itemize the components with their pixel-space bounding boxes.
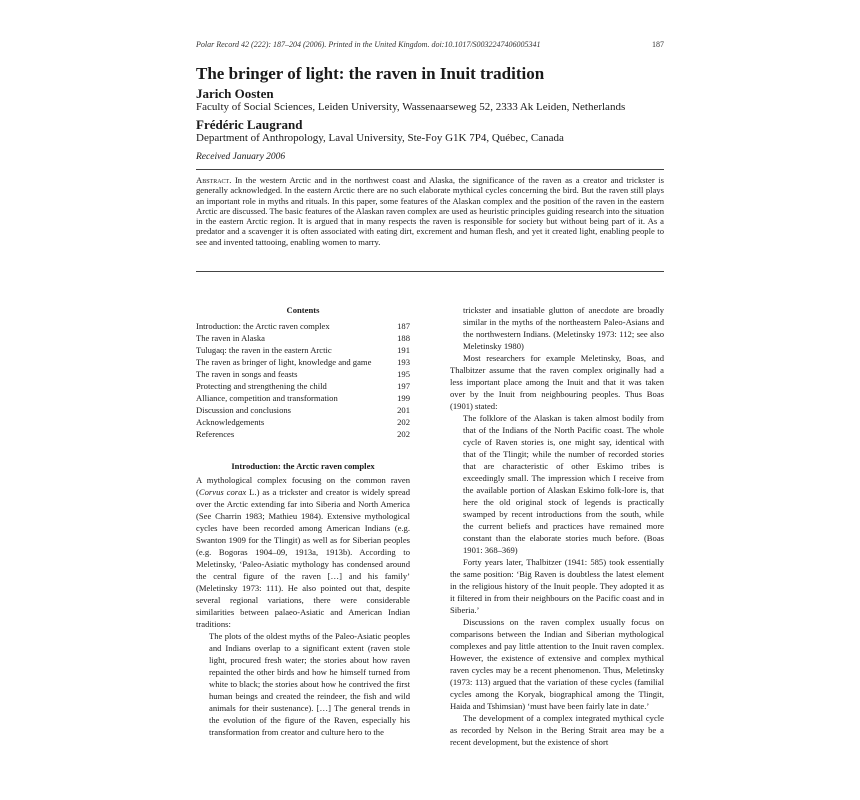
article-title: The bringer of light: the raven in Inuit tradition <box>196 64 545 83</box>
toc-item[interactable] <box>196 404 410 416</box>
abstract-text: In the western Arctic and in the northwest coast and Alaska, the significance of the raven as a creator and trickster is generally acknowledged. In the eastern Arctic there are no such elaborate mythical cycles concerning the bird. But the raven still plays an important role in myths and rituals. In this paper, some features of the Alaskan complex and the position of the raven in the eastern Arctic are discussed. The basic features of the Alaskan raven complex are used as heuristic principles guiding research into the situation in the eastern Arctic region. It is argued that in many respects the raven is responsible for society but without being part of it. As a predator and a scavenger it is often associated with eating dirt, excrement and human flesh, and yet it created light, enabling people to see and invented tattooing, enabling women to marry. <box>196 175 664 247</box>
toc-item[interactable] <box>196 368 410 380</box>
toc-item[interactable] <box>196 332 410 344</box>
toc-item-label: The raven as bringer of light, knowledge and game <box>196 357 372 367</box>
author-1-name: Jarich Oosten <box>196 86 274 101</box>
abstract-label: Abstract. <box>196 175 232 185</box>
section-heading: Introduction: the Arctic raven complex <box>231 461 375 471</box>
toc-item-page: 187 <box>397 321 410 331</box>
toc-item-page: 193 <box>397 357 410 367</box>
paragraph: Forty years later, Thalbitzer (1941: 585) took essentially the same position: ‘Big Raven is doubtless the latest element in the religious history of the Inuit people. They adopted it as it filtered in from their neighbours on the Pacific coast and in Siberia.’ <box>450 557 664 615</box>
abstract <box>196 175 664 247</box>
right-column <box>450 304 664 748</box>
intro-paragraph <box>196 474 410 630</box>
block-quote-boas: The folklore of the Alaskan is taken almost bodily from that of the Indians of the North Pacific coast. The whole cycle of Raven stories is, one might say, identical with that of the Tlingit; while the number of recorded stories that are characteristic of other Eskimo tribes is exceedingly small. The impression which I receive from the available portion of Alaskan Eskimo folk-lore is, that here the old original stock of legends is practically swamped by recent introductions from the south, while the current beliefs and practices have remained more constant than the elaborate stories much before. (Boas 1901: 368–369) <box>463 413 664 555</box>
toc-item-page: 199 <box>397 393 410 403</box>
block-quote-meletinsky: The plots of the oldest myths of the Paleo-Asiatic peoples and Indians overlap to a significant extent (raven stole light, procured fresh water; the stories about how raven repainted the other birds and how he himself turned from white to black; the stories about how he contrived the first human beings and created the reindeer, the fish and wild animals for their sustenance). […] The general trends in the evolution of the figure of the Raven, especially his transformation from creator and culture hero to the <box>209 631 410 737</box>
toc-item-label: Discussion and conclusions <box>196 405 292 415</box>
toc-item-page: 202 <box>397 417 410 427</box>
toc-item-page: 197 <box>397 381 410 391</box>
block-quote-meletinsky-cont: trickster and insatiable glutton of anecdote are broadly similar in the myths of the northeastern Paleo-Asians and the northwestern Indians. (Meletinsky 1973: 112; see also Meletinsky 1980) <box>463 305 664 351</box>
toc-item-page: 202 <box>397 429 410 439</box>
species-name: Corvus corax <box>198 487 247 497</box>
toc-item-label: The raven in songs and feasts <box>196 369 298 379</box>
intro-text-b: L.) as a trickster and creator is widely spread over the Arctic extending far into Siberia and North America (See Charrin 1983; Mathieu 1984). Extensive mythological cycles have been recorded among American Indians (e.g. Swanton 1909 for the Tlingit) as well as for Siberian peoples (e.g. Bogoras 1904–09, 1913a, 1913b). According to Meletinsky, ‘Paleo-Asiatic mythology has condensed around the central figure of the raven […] and his family’ (Meletinsky 1973: 111). He also pointed out that, despite several regional variations, there were considerable similarities between palaeo-Asiatic and American Indian traditions: <box>196 487 410 629</box>
paragraph: Most researchers for example Meletinsky, Boas, and Thalbitzer assume that the raven complex originally had a less important place among the Inuit and that it was taken over by the Inuit from neighbouring peoples. Thus Boas (1901) stated: <box>450 353 664 411</box>
paragraph: Discussions on the raven complex usually focus on comparisons between the Indian and Siberian mythological complexes and pay little attention to the Inuit raven complex. However, the existence of extensive and complex mythical raven cycles may be a recent phenomenon. Thus, Meletinsky (1973: 113) argued that the variation of these cycles (familial cycles among the Koryak, biographical among the Tlingit, Haida and Tshimsian) ‘must have been fairly late in date.’ <box>450 617 664 711</box>
toc-item-label: Tulugaq: the raven in the eastern Arctic <box>196 345 332 355</box>
author-2-name: Frédéric Laugrand <box>196 117 303 132</box>
intro-text-a: A mythological complex focusing on the common raven ( <box>196 475 410 497</box>
contents-list <box>196 320 410 440</box>
toc-item[interactable] <box>196 380 410 392</box>
author-1-affiliation: Faculty of Social Sciences, Leiden University, Wassenaarseweg 52, 2333 Ak Leiden, Netherlands <box>196 101 626 113</box>
toc-item-label: The raven in Alaska <box>196 333 265 343</box>
toc-item[interactable] <box>196 356 410 368</box>
left-column <box>196 304 410 738</box>
citation-line: Polar Record 42 (222): 187–204 (2006). Printed in the United Kingdom. doi:10.1017/S0032247406005341 <box>196 40 541 49</box>
toc-item[interactable] <box>196 416 410 428</box>
received-date: Received January 2006 <box>196 152 286 162</box>
toc-item-page: 191 <box>397 345 410 355</box>
rule-bottom <box>196 271 664 272</box>
toc-item[interactable] <box>196 428 410 440</box>
toc-item[interactable] <box>196 320 410 332</box>
toc-item-label: References <box>196 429 235 439</box>
toc-item-page: 195 <box>397 369 410 379</box>
author-2-affiliation: Department of Anthropology, Laval University, Ste-Foy G1K 7P4, Québec, Canada <box>196 132 564 144</box>
toc-item-page: 201 <box>397 405 410 415</box>
toc-item[interactable] <box>196 344 410 356</box>
paragraph: The development of a complex integrated mythical cycle as recorded by Nelson in the Bering Strait area may be a recent development, but the existence of short <box>450 713 664 747</box>
toc-item-label: Protecting and strengthening the child <box>196 381 327 391</box>
toc-item-label: Acknowledgements <box>196 417 265 427</box>
contents-title: Contents <box>286 305 320 315</box>
toc-item-label: Introduction: the Arctic raven complex <box>196 321 330 331</box>
rule-top <box>196 169 664 170</box>
toc-item-page: 188 <box>397 333 410 343</box>
page-number: 187 <box>652 40 664 49</box>
toc-item[interactable] <box>196 392 410 404</box>
toc-item-label: Alliance, competition and transformation <box>196 393 338 403</box>
running-header <box>196 40 664 49</box>
